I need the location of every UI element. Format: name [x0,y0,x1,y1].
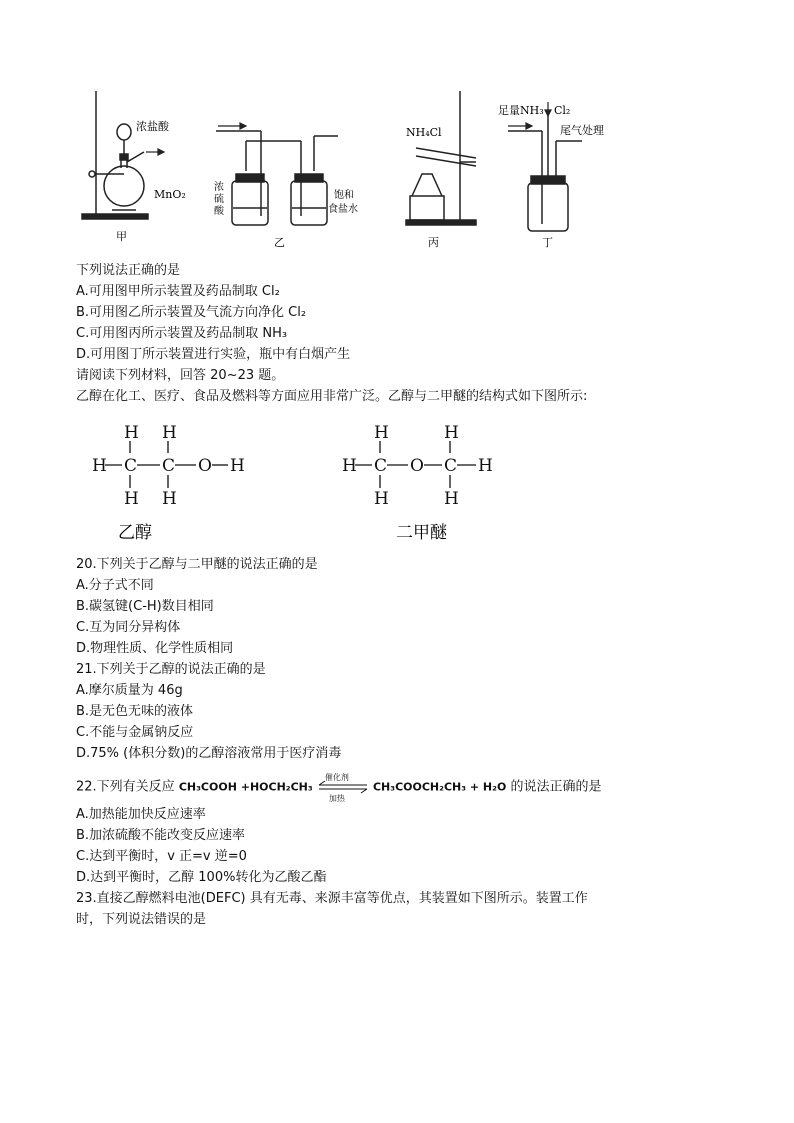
svg-text:C: C [124,456,138,476]
ding-in-right: Cl₂ [554,104,571,117]
q21-option-b: B.是无色无味的液体 [76,704,194,719]
svg-text:H: H [374,489,389,509]
q22-option-c: C.达到平衡时，v 正=v 逆=0 [76,849,247,864]
q22-stem [76,773,602,803]
ding-in-left: 足量NH₃ [498,104,544,117]
q22-arrow [317,773,369,803]
svg-text:H: H [124,423,139,443]
ding-outlet: 尾气处理 [560,124,604,137]
q22-stem-suffix: 的说法正确的是 [510,779,602,795]
structure-figure [88,418,508,548]
q21-option-a: A.摩尔质量为 46g [76,683,183,698]
yi-right-label: 饱和食盐水 [328,190,358,215]
q22-reactants: CH₃COOH +HOCH₂CH₃ [178,780,313,794]
ding-caption: 丁 [542,236,553,249]
svg-text:H: H [374,423,389,443]
svg-text:O: O [198,456,212,476]
q22-products: CH₃COOCH₂CH₃ + H₂O [372,780,507,794]
q23-line-1: 23.直接乙醇燃料电池(DEFC) 具有无毒、来源丰富等优点，其装置如下图所示。装置工作 [76,891,588,906]
svg-text:H: H [478,456,493,476]
svg-text:H: H [162,423,177,443]
jia-caption: 甲 [116,230,127,243]
q19-option-d: D.可用图丁所示装置进行实验，瓶中有白烟产生 [76,347,351,362]
bing-reagent: NH₄Cl [406,126,442,139]
svg-text:H: H [342,456,357,476]
svg-text:C: C [444,456,458,476]
bing-caption: 丙 [428,236,439,249]
dme-caption: 二甲醚 [396,523,447,543]
q21-option-d: D.75% (体积分数)的乙醇溶液常用于医疗消毒 [76,746,342,761]
ethanol-caption: 乙醇 [118,523,152,543]
q20-option-c: C.互为同分异构体 [76,620,181,635]
q20-option-d: D.物理性质、化学性质相同 [76,641,234,656]
apparatus-figure [76,86,636,252]
q19-stem: 下列说法正确的是 [76,263,181,278]
intro-line-1: 请阅读下列材料，回答 20~23 题。 [76,368,285,383]
svg-text:C: C [374,456,388,476]
q19-option-b: B.可用图乙所示装置及气流方向净化 Cl₂ [76,305,307,320]
yi-caption: 乙 [274,236,285,249]
q21-stem: 21.下列关于乙醇的说法正确的是 [76,662,266,677]
svg-text:H: H [444,489,459,509]
q20-option-b: B.碳氢键(C-H)数目相同 [76,599,214,614]
jia-top-label: 浓盐酸 [136,120,169,133]
q21-option-c: C.不能与金属钠反应 [76,725,194,740]
q19-option-c: C.可用图丙所示装置及药品制取 NH₃ [76,326,288,341]
svg-text:O: O [410,456,424,476]
q20-stem: 20.下列关于乙醇与二甲醚的说法正确的是 [76,557,318,572]
q22-option-d: D.达到平衡时，乙醇 100%转化为乙酸乙酯 [76,870,327,885]
svg-text:H: H [124,489,139,509]
yi-left-label: 浓硫酸 [214,182,224,217]
svg-text:H: H [92,456,107,476]
q20-option-a: A.分子式不同 [76,578,154,593]
q22-stem-prefix: 22.下列有关反应 [76,779,175,795]
intro-line-2: 乙醇在化工、医疗、食品及燃料等方面应用非常广泛。乙醇与二甲醚的结构式如下图所示: [76,389,588,404]
svg-text:H: H [444,423,459,443]
q22-condition-bottom: 加热 [328,794,345,803]
svg-text:H: H [162,489,177,509]
q22-option-a: A.加热能加快反应速率 [76,807,206,822]
jia-flask-label: MnO₂ [154,188,186,201]
svg-text:H: H [230,456,245,476]
q23-line-2: 时，下列说法错误的是 [76,912,207,927]
q22-option-b: B.加浓硫酸不能改变反应速率 [76,828,246,843]
svg-text:C: C [162,456,176,476]
q22-condition-top: 催化剂 [324,773,349,782]
q19-option-a: A.可用图甲所示装置及药品制取 Cl₂ [76,284,280,299]
